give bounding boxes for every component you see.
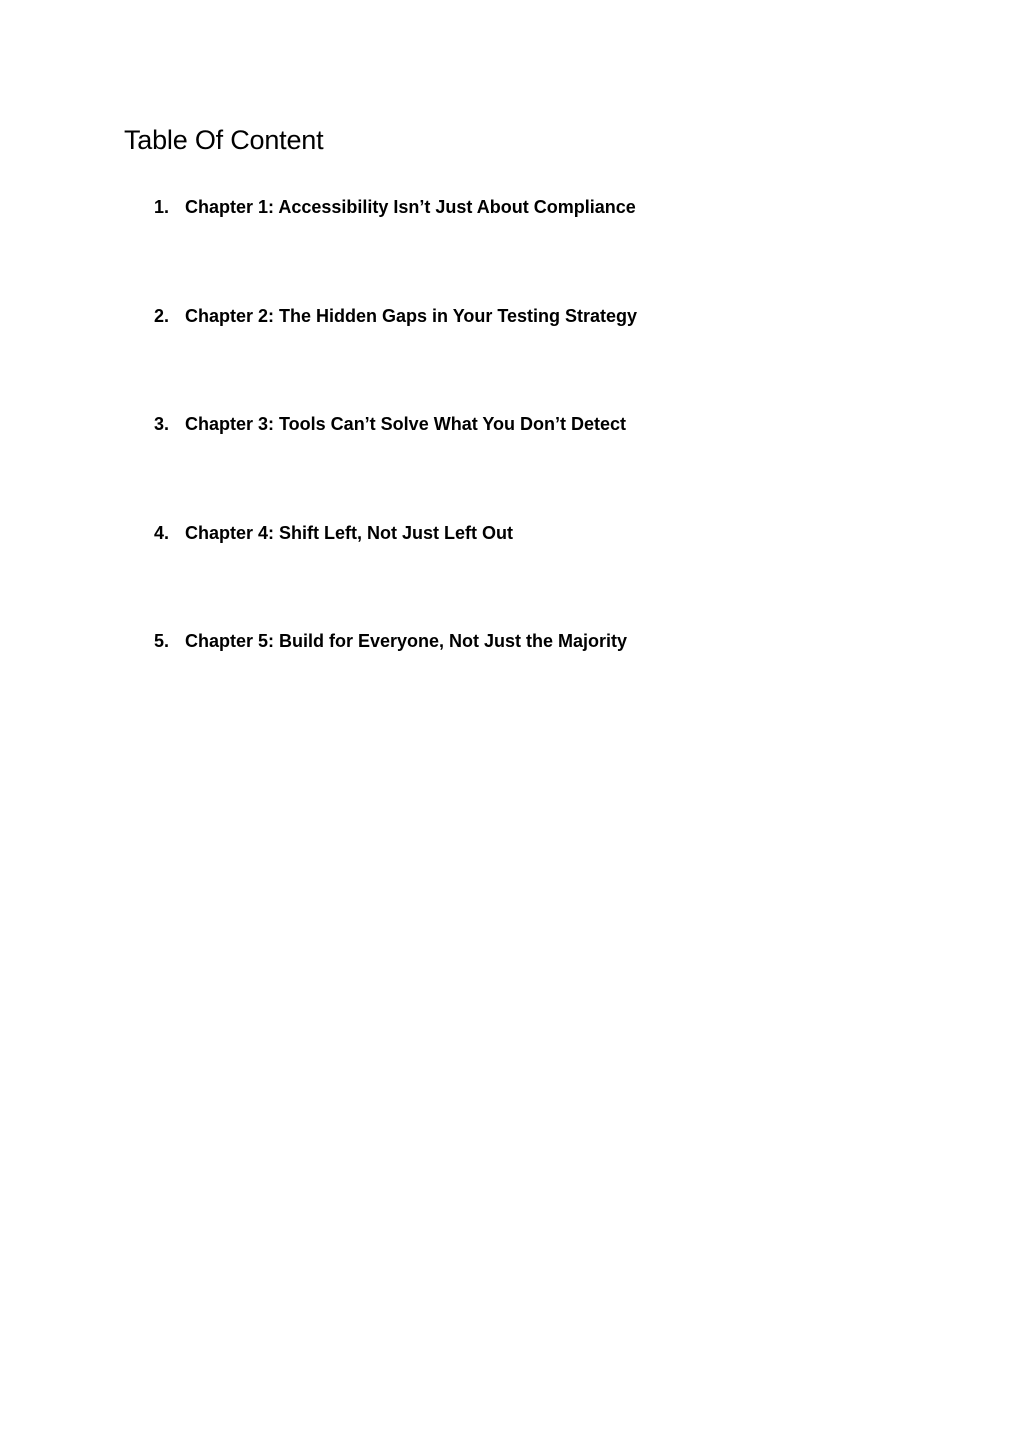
toc-item-number: 1. — [154, 197, 170, 217]
toc-item-chapter-1 — [154, 195, 774, 219]
toc-item-text: Chapter 1: Accessibility Isn’t Just About Compliance — [185, 197, 636, 217]
toc-item-text: Chapter 2: The Hidden Gaps in Your Testing Strategy — [185, 306, 638, 326]
toc-item-number: 3. — [154, 414, 170, 434]
toc-item-number: 5. — [154, 631, 170, 651]
toc-item-chapter-5 — [154, 629, 774, 653]
toc-item-text: Chapter 4: Shift Left, Not Just Left Out — [185, 523, 513, 543]
toc-item-chapter-4 — [154, 521, 774, 545]
toc-item-chapter-3 — [154, 412, 774, 436]
toc-item-number: 4. — [154, 523, 170, 543]
toc-item-chapter-2 — [154, 304, 774, 328]
page-title: Table Of Content — [124, 125, 324, 155]
toc-item-text: Chapter 5: Build for Everyone, Not Just the Majority — [185, 631, 628, 651]
toc-item-text: Chapter 3: Tools Can’t Solve What You Don’t Detect — [185, 414, 627, 434]
toc-item-number: 2. — [154, 306, 170, 326]
